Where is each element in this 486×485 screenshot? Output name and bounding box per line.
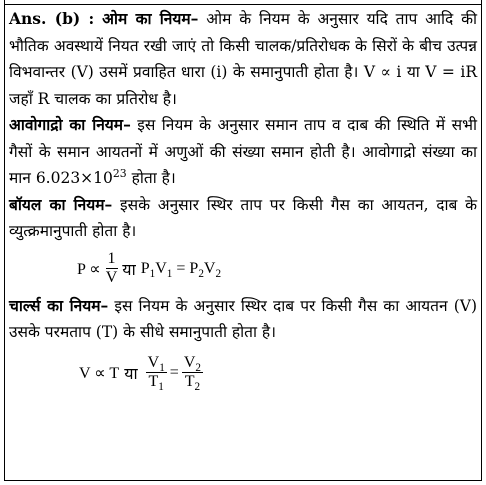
- charles-formula-lhs: V ∝ T: [79, 364, 120, 382]
- charles-law-paragraph: [9, 293, 477, 346]
- ohm-law-text: ओम के नियम के अनुसार यदि ताप आदि की भौतिक अवस्थायें नियत रखी जाएं तो किसी चालक/प्रतिरोधक के सिरों के बीच उत्पन्न विभवान्तर (V) उसमें प्रवाहित धारा (i) के समानुपाती होता है। V ∝ i या V = iR जहाँ R चालक का प्रतिरोध है।: [9, 10, 477, 108]
- boyle-formula-equality: $P_1V_1 = P_2V_2$: [140, 259, 222, 280]
- charles-right-numerator: $V_2$: [183, 354, 201, 375]
- charles-fraction-right: [182, 354, 203, 394]
- boyle-formula-lhs: P ∝: [77, 260, 101, 278]
- avogadro-law-text: इस नियम के अनुसार समान ताप व दाब की स्थिति में सभी गैसों के समान आयतनों में अणुओं की संख्या समान होती है। आवोगाद्रो संख्या का मान 6.023×10: [9, 116, 478, 187]
- charles-left-denominator: $T_1$: [148, 373, 164, 394]
- ohm-law-heading: ओम का नियम: [102, 9, 191, 28]
- boyle-fraction-numerator: 1: [107, 250, 116, 267]
- boyle-formula-connector: या: [122, 261, 136, 279]
- answer-box: [4, 4, 482, 481]
- charles-equals: =: [169, 363, 179, 381]
- charles-left-numerator: $V_1$: [147, 354, 165, 375]
- avogadro-law-heading: आवोगाद्रो का नियम: [9, 115, 124, 134]
- avogadro-law-text-end: होता है।: [126, 169, 176, 187]
- charles-formula-connector: या: [124, 365, 138, 383]
- boyle-heading-dash: –: [104, 194, 113, 214]
- avogadro-law-paragraph: [9, 112, 477, 192]
- answer-label: Ans. (b) :: [9, 9, 95, 28]
- charles-fraction-left: [146, 354, 167, 394]
- ohm-heading-dash: –: [190, 9, 199, 28]
- boyle-fraction: [104, 250, 120, 287]
- boyle-law-text: इसके अनुसार स्थिर ताप पर किसी गैस का आयतन, दाब के व्युत्क्रमानुपाती होता है।: [9, 195, 477, 240]
- charles-right-denominator: $T_2$: [184, 373, 201, 394]
- boyle-law-paragraph: [9, 192, 477, 245]
- boyle-fraction-denominator: V: [105, 269, 118, 286]
- charles-law-heading: चार्ल्स का नियम: [9, 295, 101, 315]
- boyle-law-heading: बॉयल का नियम: [9, 194, 105, 214]
- avogadro-heading-dash: –: [123, 115, 131, 134]
- charles-heading-dash: –: [100, 295, 109, 315]
- ohm-law-paragraph: [9, 6, 477, 112]
- boyle-formula: [77, 245, 477, 293]
- charles-formula: [79, 346, 477, 400]
- charles-law-text: इस नियम के अनुसार स्थिर दाब पर किसी गैस का आयतन (V) उसके परमताप (T) के सीधे समानुपाती होता है।: [9, 296, 477, 341]
- avogadro-exponent: 23: [112, 166, 127, 180]
